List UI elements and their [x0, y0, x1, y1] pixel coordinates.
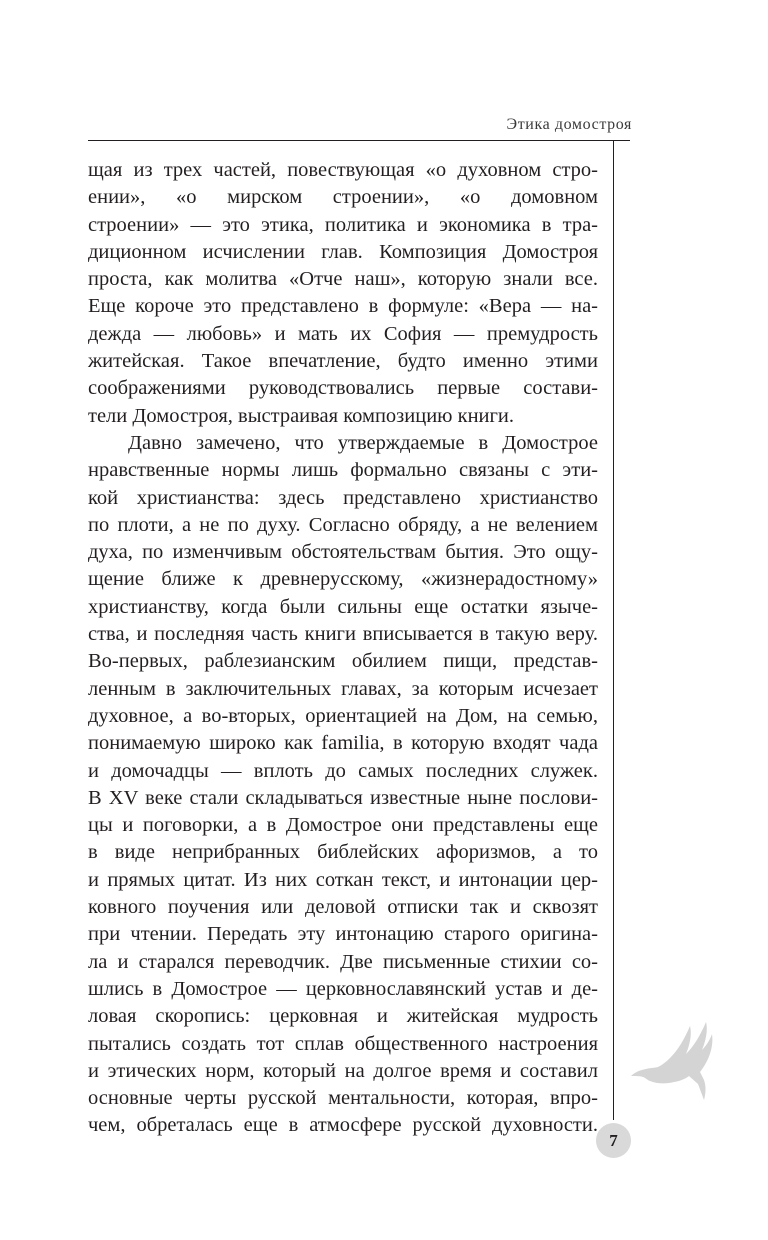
- text-line: пытались создать тот сплав общественного настроения: [88, 1032, 598, 1055]
- text-line: житейская. Такое впечатление, будто именно этими: [88, 350, 598, 373]
- page-number: 7: [609, 1130, 618, 1150]
- margin-vertical-rule: [613, 140, 614, 1120]
- text-line: чем, обреталась еще в атмосфере русской духовности.: [88, 1114, 598, 1137]
- text-line: основные черты русской ментальности, которая, впро-: [88, 1087, 598, 1110]
- text-line: ства, и последняя часть книги вписывается в такую веру.: [88, 623, 598, 646]
- text-line: понимаемую широко как familia, в которую входят чада: [88, 732, 598, 755]
- paragraph-first-line: Давно замечено, что утверждаемые в Домострое: [128, 431, 598, 454]
- page-number-badge: [596, 1123, 631, 1158]
- text-line: проста, как молитва «Отче наш», которую знали все.: [88, 268, 598, 291]
- text-line: тели Домостроя, выстраивая композицию книги.: [88, 404, 515, 427]
- text-line: ении», «о мирском строении», «о домовном: [88, 186, 598, 209]
- body-text: [88, 157, 598, 1140]
- text-line: кой христианства: здесь представлено христианство: [88, 486, 598, 509]
- text-line: Еще короче это представлено в формуле: «Вера — на-: [88, 295, 598, 318]
- text-line: Во-первых, раблезианским обилием пищи, представ-: [88, 650, 598, 673]
- text-line: соображениями руководствовались первые состави-: [88, 377, 598, 400]
- text-line: нравственные нормы лишь формально связаны с эти-: [88, 459, 598, 482]
- text-line: и этических норм, который на долгое время и составил: [88, 1059, 598, 1082]
- running-head-title: Этика домостроя: [506, 116, 632, 133]
- text-line: по плоти, а не по духу. Согласно обряду, а не велением: [88, 513, 598, 536]
- text-line: и прямых цитат. Из них соткан текст, и интонации цер-: [88, 868, 598, 891]
- text-line: ла и старался переводчик. Две письменные стихии со-: [88, 950, 598, 973]
- text-line: христианству, когда были сильны еще остатки языче-: [88, 595, 598, 618]
- text-line: ковного поучения или деловой отписки так и сквозят: [88, 896, 598, 919]
- dove-icon: [628, 1018, 724, 1114]
- text-line: дежда — любовь» и мать их София — премудрость: [88, 322, 598, 345]
- text-line: ловая скоропись: церковная и житейская мудрость: [88, 1005, 598, 1028]
- text-line: В XV веке стали складываться известные ныне послови-: [88, 786, 598, 809]
- text-line: в виде неприбранных библейских афоризмов, а то: [88, 841, 598, 864]
- text-line: при чтении. Передать эту интонацию старого оригина-: [88, 923, 598, 946]
- text-line: щая из трех частей, повествующая «о духовном стро-: [88, 159, 598, 181]
- text-line: цы и поговорки, а в Домострое они представлены еще: [88, 814, 598, 837]
- text-line: шлись в Домострое — церковнославянский устав и де-: [88, 977, 598, 1000]
- text-line: духа, по изменчивым обстоятельствам бытия. Это ощу-: [88, 541, 598, 564]
- text-line: строении» — это этика, политика и экономика в тра-: [88, 213, 598, 236]
- header-rule: [88, 140, 630, 141]
- text-line: ленным в заключительных главах, за которым исчезает: [88, 677, 598, 700]
- text-line: и домочадцы — вплоть до самых последних служек.: [88, 759, 598, 782]
- text-line: диционном исчислении глав. Композиция Домостроя: [88, 240, 598, 263]
- text-line: духовное, а во-вторых, ориентацией на Дом, на семью,: [88, 704, 598, 727]
- text-line: щение ближе к древнерусскому, «жизнерадостному»: [88, 568, 598, 591]
